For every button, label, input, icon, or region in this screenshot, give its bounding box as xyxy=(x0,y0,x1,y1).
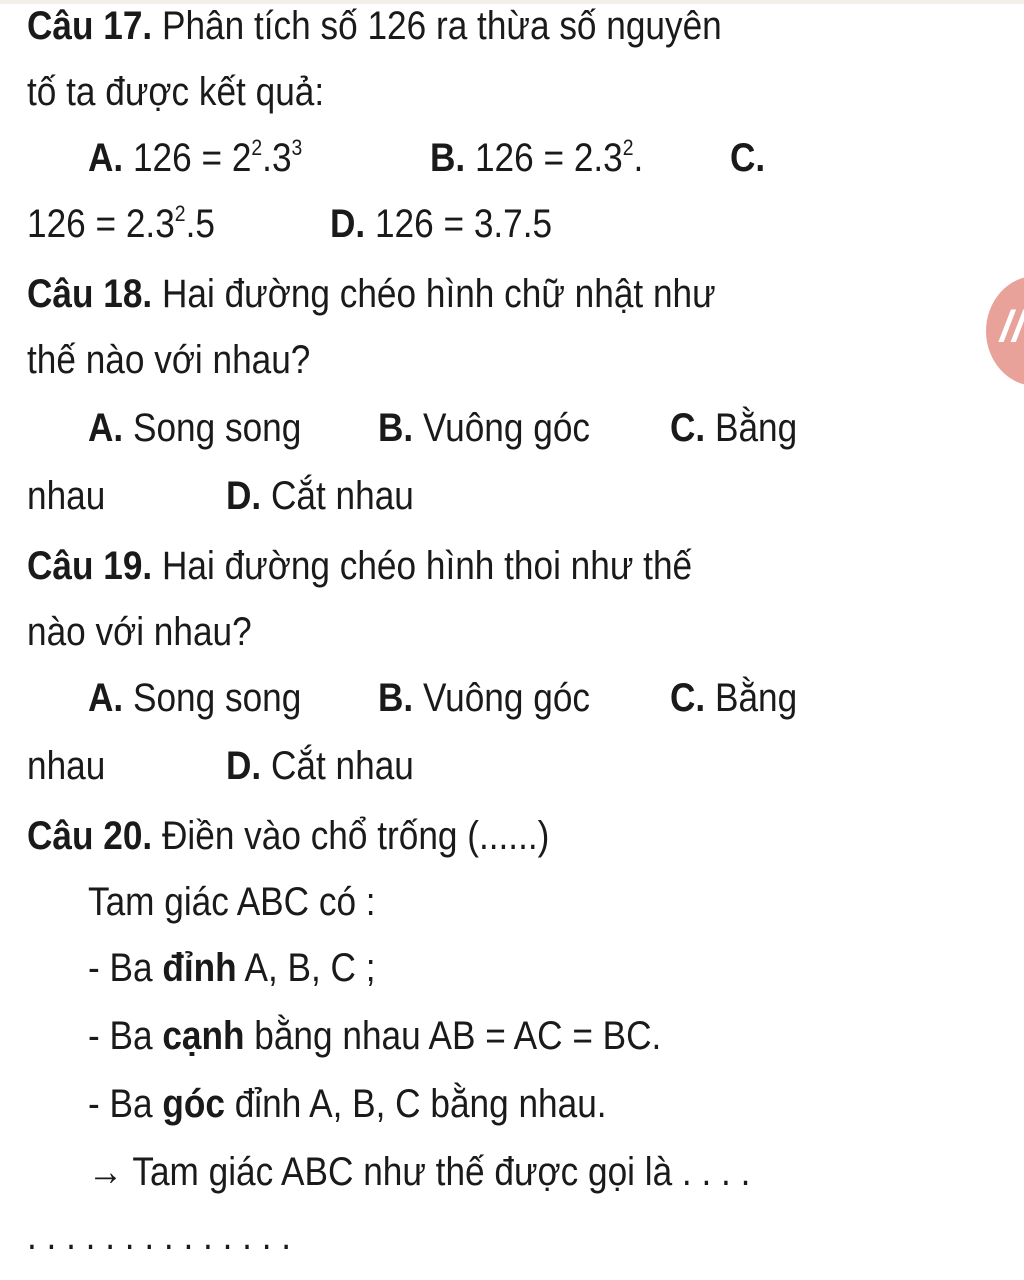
q18-option-c: C. Bằng xyxy=(670,406,798,450)
q20-line-vertices: - Ba đỉnh A, B, C ; xyxy=(88,946,376,990)
q18-stem-line1: Câu 18. Hai đường chéo hình chữ nhật như xyxy=(27,272,716,316)
q17-option-b: B. $126 = 2.3^2$. xyxy=(430,135,644,180)
q20-title: Câu 20. xyxy=(27,814,153,858)
q19-option-c: C. Bằng xyxy=(670,676,798,720)
q18-stem-line2: thế nào với nhau? xyxy=(27,338,311,382)
q19-option-c-cont: nhau xyxy=(27,744,106,788)
q17-option-d: D. 126 = 3.7.5 xyxy=(330,202,553,246)
q19-title: Câu 19. xyxy=(27,544,153,588)
q18-option-b: B. Vuông góc xyxy=(378,406,590,450)
q17-option-c-label: C. xyxy=(730,136,766,180)
q17-option-c-text: $126 = 2.3^2.5$ xyxy=(27,201,215,246)
q20-line-angles: - Ba góc đỉnh A, B, C bằng nhau. xyxy=(88,1082,607,1126)
q19-option-d: D. Cắt nhau xyxy=(226,744,414,788)
badge-logo-icon: // xyxy=(1000,302,1024,351)
q17-option-a: A. $126 = 2^2.3^3$ xyxy=(88,135,303,180)
q18-option-c-cont: nhau xyxy=(27,474,106,518)
q18-title: Câu 18. xyxy=(27,272,153,316)
q20-answer-blank: . . . . . . . . . . . . . . xyxy=(27,1214,292,1258)
q18-option-a: A. Song song xyxy=(88,406,302,450)
q20-stem: Câu 20. Điền vào chổ trống (......) xyxy=(27,814,550,858)
q17-stem-line2: tố ta được kết quả: xyxy=(27,70,325,114)
q20-intro: Tam giác ABC có : xyxy=(88,880,376,924)
q19-option-a: A. Song song xyxy=(88,676,302,720)
q17-stem-line1: Câu 17. Phân tích số 126 ra thừa số nguyên xyxy=(27,4,722,48)
q20-line-sides: - Ba cạnh bằng nhau AB = AC = BC. xyxy=(88,1014,662,1058)
q20-conclusion: → Tam giác ABC như thế được gọi là . . . . xyxy=(88,1150,751,1194)
q19-stem-line1: Câu 19. Hai đường chéo hình thoi như thế xyxy=(27,544,693,588)
q18-option-d: D. Cắt nhau xyxy=(226,474,414,518)
q19-stem-line2: nào với nhau? xyxy=(27,610,252,654)
q17-title: Câu 17. xyxy=(27,4,153,48)
q19-option-b: B. Vuông góc xyxy=(378,676,590,720)
